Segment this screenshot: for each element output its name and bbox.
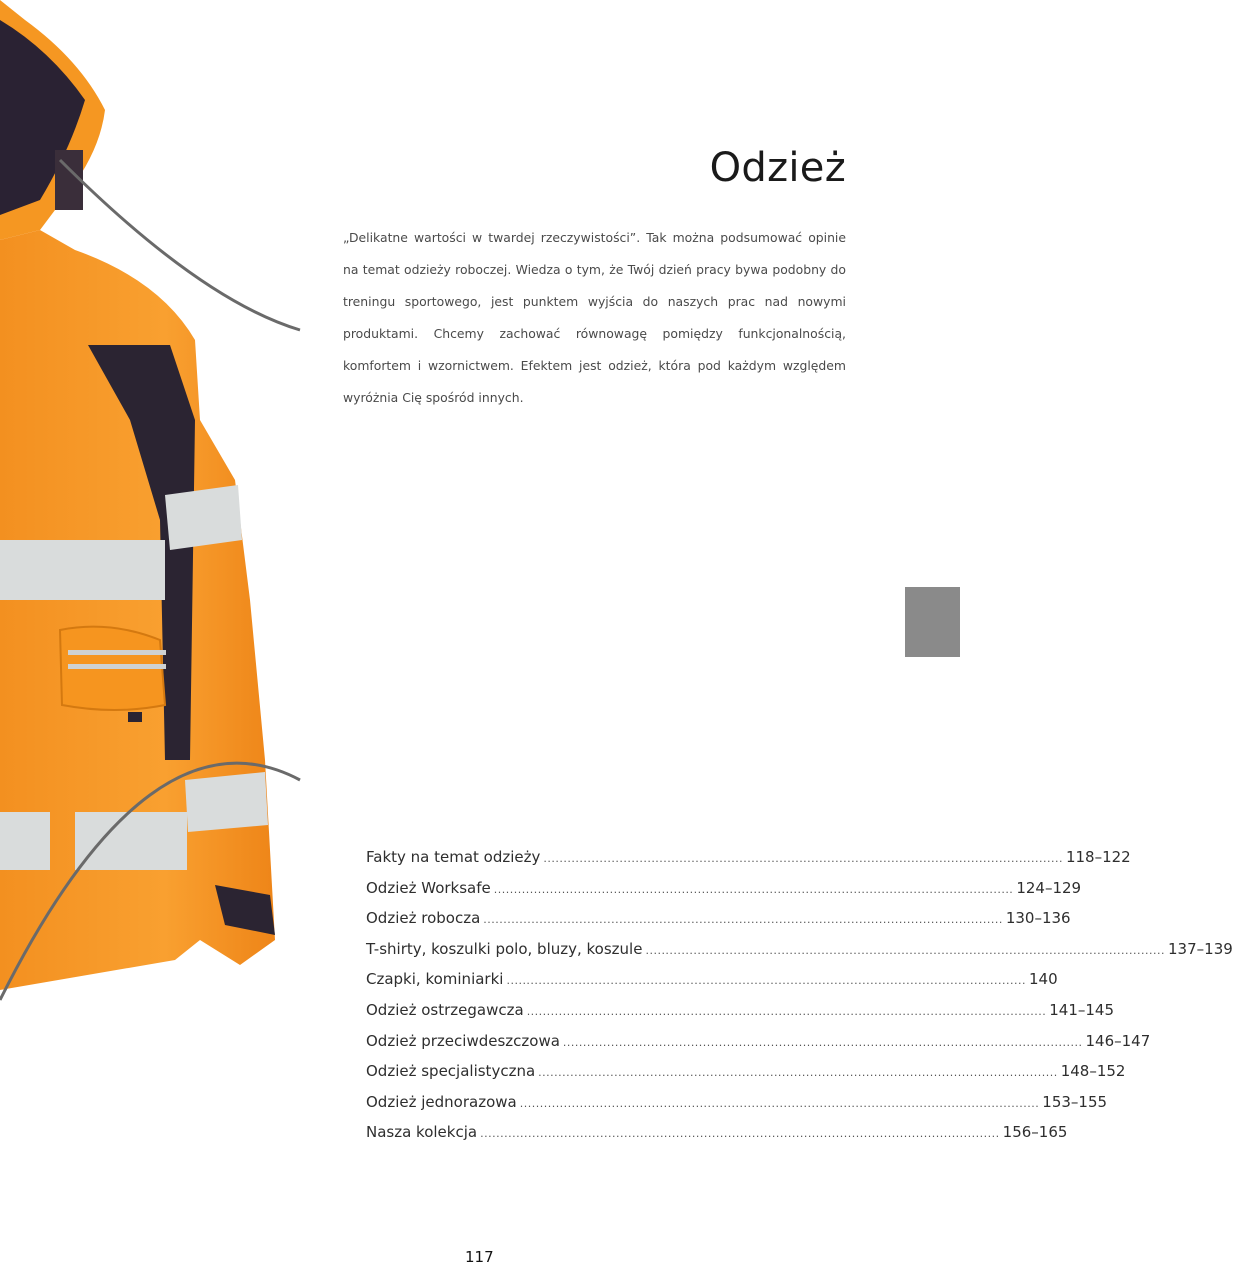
reflective-stripe-arm (165, 485, 242, 550)
toc-entry-pages: 148–152 (1060, 1062, 1126, 1081)
toc-entry[interactable] (366, 878, 1082, 910)
toc-entry-pages: 124–129 (1016, 878, 1082, 897)
toc-leader-dots: .................................................................................................................................. (493, 882, 1014, 896)
toc-entry-pages: 146–147 (1085, 1031, 1151, 1050)
toc-entry-label: Odzież specjalistyczna (366, 1062, 536, 1081)
toc-entry-pages: 130–136 (1005, 909, 1071, 928)
toc-entry-pages: 153–155 (1042, 1092, 1108, 1111)
reflective-stripe-waist (0, 812, 50, 870)
toc-entry-label: Odzież Worksafe (366, 878, 491, 897)
toc-entry-pages: 118–122 (1065, 848, 1131, 866)
toc-entry-label: Czapki, kominiarki (366, 970, 504, 989)
toc-entry-pages: 140 (1029, 970, 1058, 989)
toc-leader-dots: .................................................................................................................................. (483, 913, 1003, 927)
toc-entry-label: Odzież ostrzegawcza (366, 1000, 524, 1019)
toc-entry-pages: 137–139 (1168, 939, 1233, 958)
page-title: Odzież (709, 145, 846, 191)
toc-leader-dots: .................................................................................................................................. (480, 1127, 1000, 1141)
reflective-stripe-cuff (185, 772, 268, 832)
toc-entry[interactable] (366, 970, 1058, 1001)
toc-entry[interactable] (366, 1031, 1151, 1063)
toc-entry[interactable] (366, 909, 1071, 940)
toc-leader-dots: .................................................................................................................................. (562, 1035, 1083, 1049)
toc-leader-dots: .................................................................................................................................. (538, 1066, 1058, 1080)
toc-entry-label: T-shirty, koszulki polo, bluzy, koszule (366, 939, 643, 958)
table-of-contents (366, 848, 1233, 1154)
toc-entry-pages: 156–165 (1002, 1123, 1068, 1142)
jacket-body (0, 230, 275, 990)
toc-entry[interactable] (366, 848, 1131, 879)
toc-entry-pages: 141–145 (1049, 1000, 1115, 1019)
toc-leader-dots: .................................................................................................................................. (645, 943, 1166, 957)
reflective-stripe-chest (0, 540, 165, 600)
toc-entry[interactable] (366, 1123, 1068, 1154)
toc-entry[interactable] (366, 1062, 1126, 1093)
toc-leader-dots: .................................................................................................................................. (519, 1096, 1040, 1110)
toc-leader-dots: .................................................................................................................................. (526, 1004, 1047, 1018)
toc-entry-label: Fakty na temat odzieży (366, 848, 541, 866)
toc-leader-dots: .................................................................................................................................. (506, 974, 1027, 988)
intro-paragraph: „Delikatne wartości w twardej rzeczywistości”. Tak można podsumować opinie na temat odzieży roboczej. Wiedza o tym, że Twój dzień pracy bywa podobny do treningu sportowego, jest punktem wyjścia do naszych prac nad nowymi produktami. Chcemy zachować równowagę pomiędzy funkcjonalnością, komfortem i wzornictwem. Efektem jest odzież, która pod każdym względem wyróżnia Cię spośród innych. (343, 230, 846, 405)
toc-entry[interactable] (366, 1092, 1108, 1124)
toc-entry-label: Odzież jednorazowa (366, 1092, 517, 1111)
section-tab-marker (905, 587, 960, 657)
orange-hi-vis-jacket-image (0, 0, 300, 1010)
toc-entry-label: Odzież robocza (366, 909, 481, 928)
toc-entry-label: Odzież przeciwdeszczowa (366, 1031, 560, 1050)
reflective-stripe-waist-right (75, 812, 187, 870)
page-number: 117 (465, 1248, 494, 1266)
toc-entry-label: Nasza kolekcja (366, 1123, 478, 1142)
toc-entry[interactable] (366, 1000, 1115, 1032)
toc-entry[interactable] (366, 939, 1233, 971)
toc-leader-dots: .................................................................................................................................. (543, 852, 1063, 865)
